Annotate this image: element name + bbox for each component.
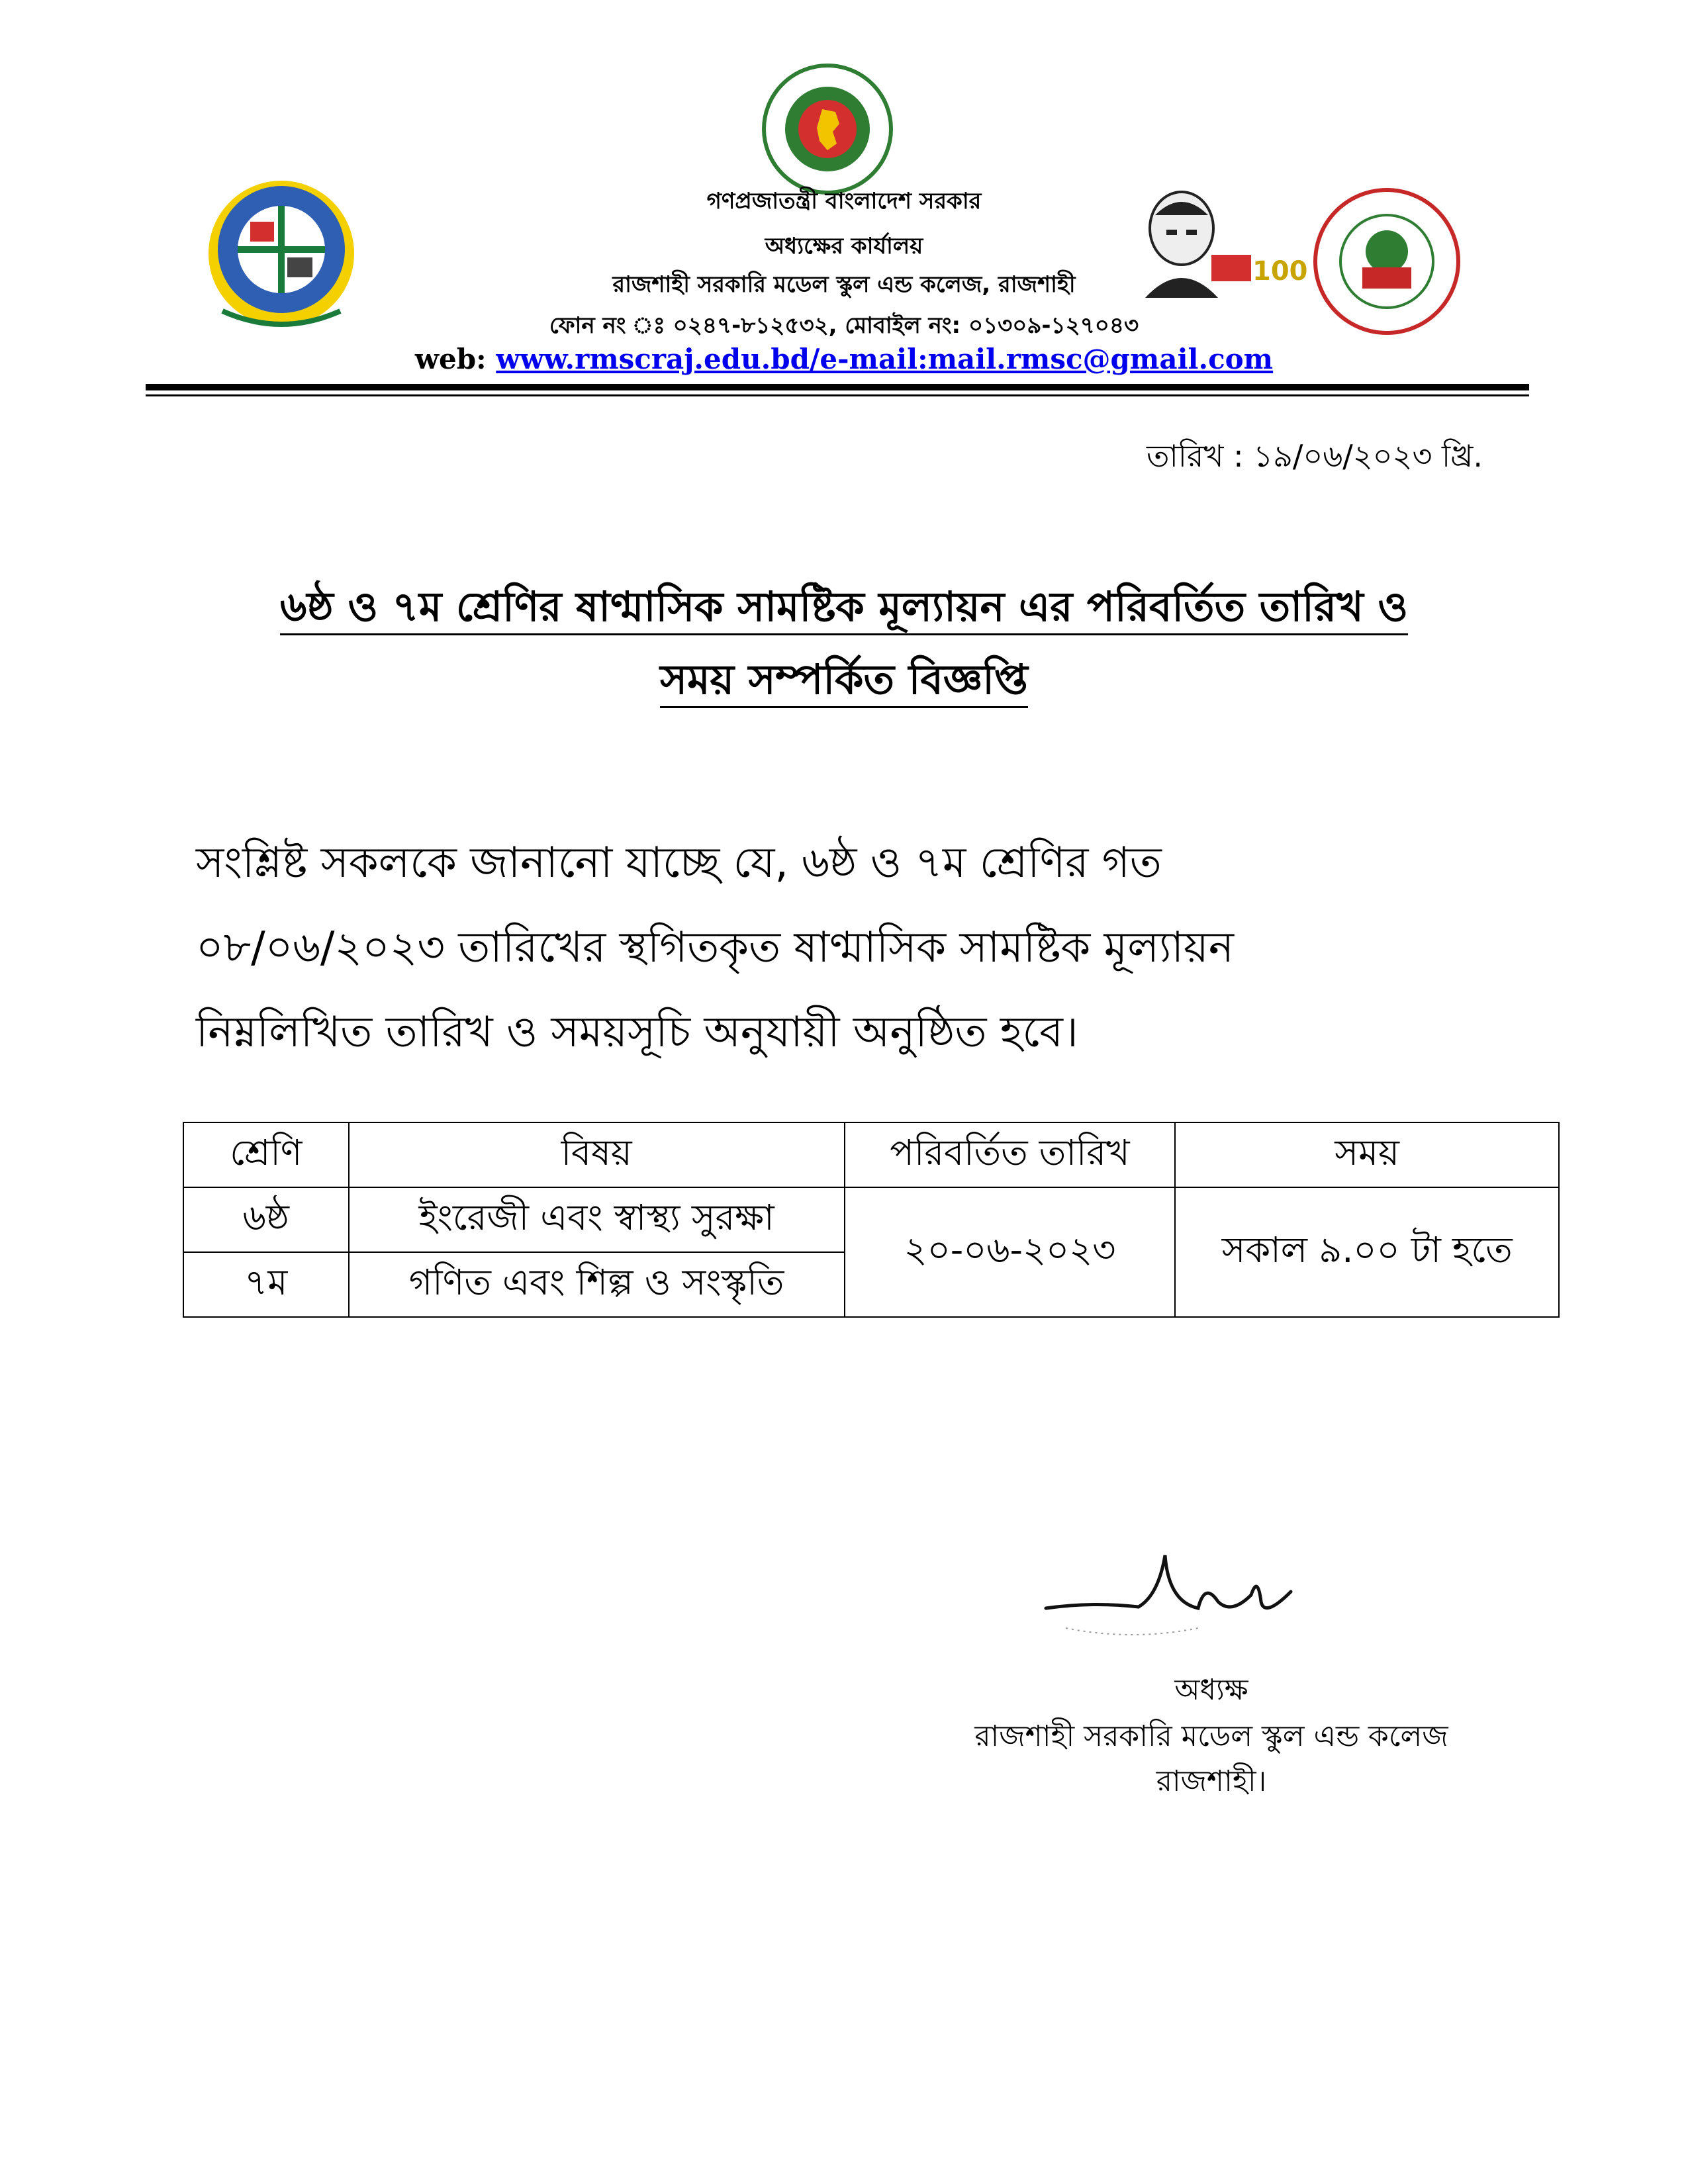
notice-title-line2: সময় সম্পর্কিত বিজ্ঞপ্তি: [159, 649, 1529, 717]
web-label: web:: [414, 343, 487, 375]
row-time: সকাল ৯.০০ টা হতে: [1175, 1187, 1559, 1317]
signatory-institution: রাজশাহী সরকারি মডেল স্কুল এন্ড কলেজ: [974, 1719, 1448, 1753]
institution-name: রাজশাহী সরকারি মডেল স্কুল এন্ড কলেজ, রাজশাহী: [612, 271, 1076, 298]
table-row: [183, 1187, 1559, 1252]
school-logo: [199, 175, 364, 334]
principal-signature: [1033, 1529, 1311, 1661]
row-class: ৭ম: [183, 1252, 349, 1317]
notice-body-line3: নিম্নলিখিত তারিখ ও সময়সূচি অনুযায়ী অনুষ্ঠিত হবে।: [196, 1008, 1078, 1057]
government-seal-logo: [761, 63, 894, 195]
office-name: অধ্যক্ষের কার্যালয়: [765, 233, 923, 259]
notice-date: তারিখ : ১৯/০৬/২০২৩ খ্রি.: [1146, 438, 1483, 474]
row-class: ৬ষ্ঠ: [183, 1187, 349, 1252]
notice-body-line1: সংশ্লিষ্ট সকলকে জানানো যাচ্ছে যে, ৬ষ্ঠ ও ৭ম শ্রেণির গত: [196, 839, 1162, 887]
website-email-link[interactable]: www.rmscraj.edu.bd/e-mail:mail.rmsc@gmail.com: [496, 343, 1274, 375]
schedule-table: [183, 1122, 1560, 1318]
row-date: ২০-০৬-২০২৩: [845, 1187, 1176, 1317]
govt-name: গণপ্রজাতন্ত্রী বাংলাদেশ সরকার: [706, 188, 982, 214]
notice-body-line2: ০৮/০৬/২০২৩ তারিখের স্থগিতকৃত ষাণ্মাসিক সামষ্টিক মূল্যায়ন: [196, 923, 1234, 972]
row-subject: গণিত এবং শিল্প ও সংস্কৃতি: [349, 1252, 845, 1317]
table-header-row: [183, 1122, 1559, 1187]
sheikh-hasina-bangladesh-logo: [1311, 185, 1463, 338]
header-class: শ্রেণি: [183, 1122, 349, 1187]
signatory-title: অধ্যক্ষ: [1174, 1673, 1248, 1707]
phone-line: ফোন নং ঃ ০২৪৭-৮১২৫৩২, মোবাইল নং: ০১৩০৯-১২৭০৪৩: [549, 312, 1139, 339]
notice-title-line1: ৬ষ্ঠ ও ৭ম শ্রেণির ষাণ্মাসিক সামষ্টিক মূল্যায়ন এর পরিবর্তিত তারিখ ও: [159, 576, 1529, 644]
svg-text:100: 100: [1252, 256, 1308, 287]
signatory-city: রাজশাহী।: [1156, 1764, 1267, 1798]
header-date: পরিবর্তিত তারিখ: [845, 1122, 1176, 1187]
row-subject: ইংরেজী এবং স্বাস্থ্য সুরক্ষা: [349, 1187, 845, 1252]
header-rule-thick: [146, 384, 1529, 390]
header-time: সময়: [1175, 1122, 1559, 1187]
header-subject: বিষয়: [349, 1122, 845, 1187]
web-line: [371, 343, 1317, 375]
header-rule-thin: [146, 394, 1529, 396]
